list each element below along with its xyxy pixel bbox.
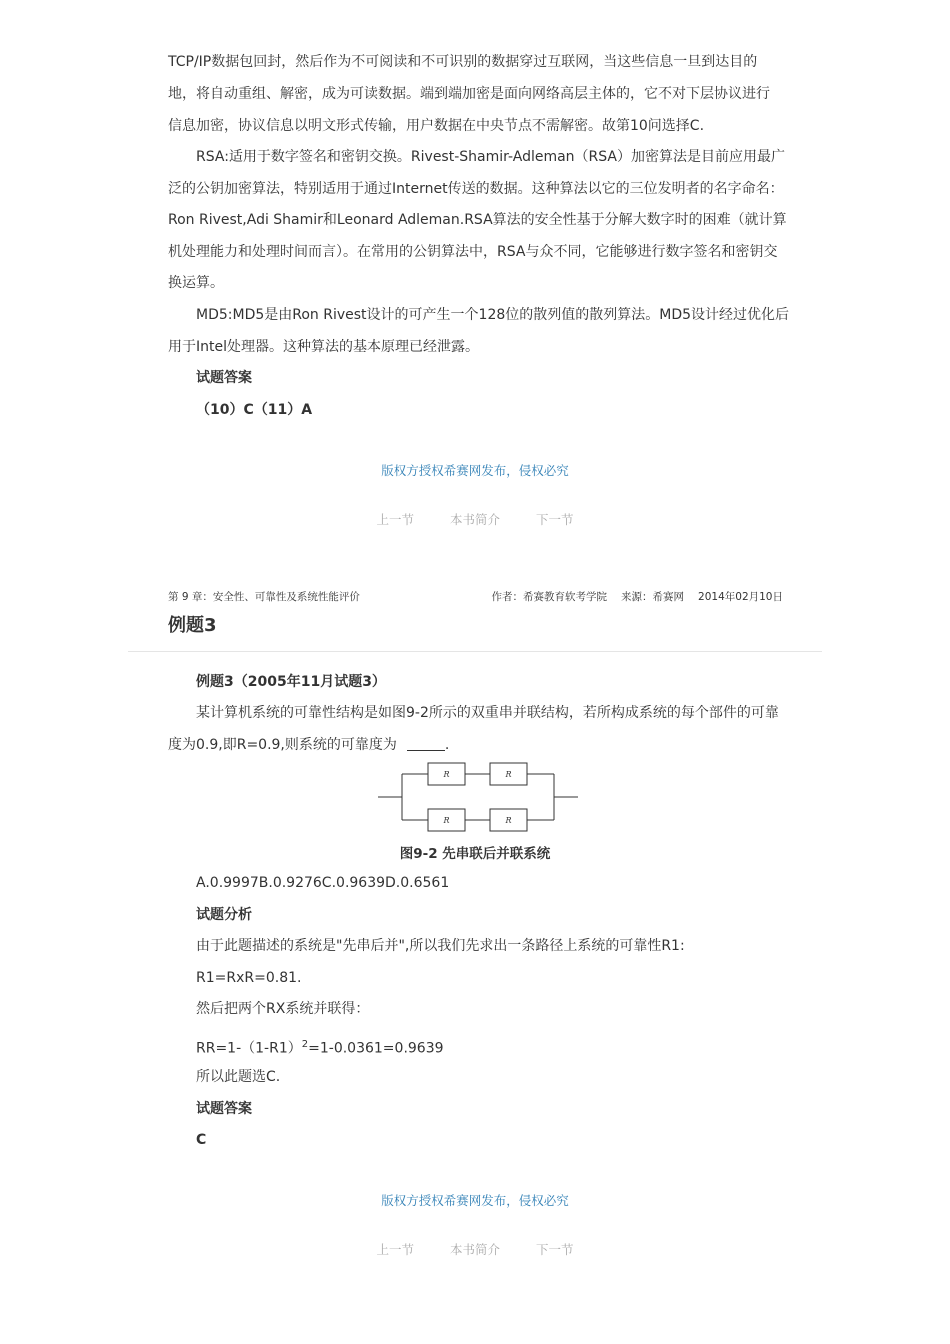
component-label: R [443,816,450,825]
prev-section-link[interactable]: 上一节 [376,512,414,527]
component-label: R [505,770,512,779]
formula-post: =1-0.0361=0.9639 [308,1040,444,1057]
paragraph-line: Ron Rivest,Adi Shamir和Leonard Adleman.RSA算法的安全性基于分解大数字时的困难（就计算 [168,212,787,228]
answer-blank [407,736,445,751]
paragraph-line: 地，将自动重组、解密，成为可读数据。端到端加密是面向网络高层主体的，它不对下层协议进行 [168,86,770,102]
formula-exponent: 2 [301,1039,309,1050]
paragraph-line: 信息加密，协议信息以明文形式传输，用户数据在中央节点不需解密。故第10问选择C. [168,118,705,134]
answer-text: （10）C（11）A [196,402,313,418]
analysis-heading: 试题分析 [196,907,252,923]
analysis-line: 由于此题描述的系统是"先串后并",所以我们先求出一条路径上系统的可靠性R1: [196,938,685,954]
paragraph-line: RSA:适用于数字签名和密钥交换。Rivest-Shamir-Adleman（RSA）加密算法是目前应用最广 [196,149,786,165]
analysis-line: 然后把两个RX系统并联得： [196,1001,370,1017]
paragraph-line: 换运算。 [168,275,224,291]
author-label: 作者：希赛教育软考学院 [491,591,608,603]
article-meta [492,589,783,604]
answer-text: C [196,1132,207,1148]
next-section-link[interactable]: 下一节 [536,1242,574,1257]
page-title: 例题3 [168,615,217,636]
analysis-line: R1=RxR=0.81. [196,970,302,986]
prev-section-link[interactable]: 上一节 [376,1242,414,1257]
component-label: R [443,770,450,779]
formula-line [196,1035,444,1059]
series-parallel-diagram [376,758,580,836]
next-section-link[interactable]: 下一节 [536,512,574,527]
copyright-notice: 版权方授权希赛网发布，侵权必究 [381,463,569,478]
paragraph-line: MD5:MD5是由Ron Rivest设计的可产生一个128位的散列值的散列算法。MD5设计经过优化后 [196,307,790,323]
component-label: R [505,816,512,825]
formula-pre: RR=1-（1-R1） [196,1040,302,1057]
book-intro-link[interactable]: 本书简介 [449,1242,500,1257]
answer-options: A.0.9997B.0.9276C.0.9639D.0.6561 [196,875,450,891]
question-end: . [444,737,450,753]
figure-caption: 图9-2 先串联后并联系统 [399,846,551,862]
paragraph-line: TCP/IP数据包回封，然后作为不可阅读和不可识别的数据穿过互联网，当这些信息一旦到达目的 [168,54,758,70]
example-subheading: 例题3（2005年11月试题3） [196,674,386,690]
book-intro-link[interactable]: 本书简介 [449,512,500,527]
divider [128,651,822,652]
answer-heading: 试题答案 [196,370,252,386]
answer-heading: 试题答案 [196,1101,252,1117]
question-line: 某计算机系统的可靠性结构是如图9-2所示的双重串并联结构，若所构成系统的每个部件的可靠 [196,705,779,721]
paragraph-line: 泛的公钥加密算法，特别适用于通过Internet传送的数据。这种算法以它的三位发明者的名字命名： [168,181,784,197]
section-nav [0,510,950,528]
question-line [168,735,449,755]
paragraph-line: 机处理能力和处理时间而言）。在常用的公钥算法中，RSA与众不同，它能够进行数字签名和密钥交 [168,244,778,260]
question-text: 度为0.9,即R=0.9,则系统的可靠度为 [168,737,397,753]
analysis-line: 所以此题选C. [196,1069,281,1085]
copyright-notice: 版权方授权希赛网发布，侵权必究 [381,1193,569,1208]
chapter-label: 第 9 章：安全性、可靠性及系统性能评价 [168,591,360,603]
source-label: 来源：希赛网 [621,591,685,603]
section-nav [0,1240,950,1258]
date-label: 2014年02月10日 [698,591,783,603]
paragraph-line: 用于Intel处理器。这种算法的基本原理已经泄露。 [168,339,479,355]
